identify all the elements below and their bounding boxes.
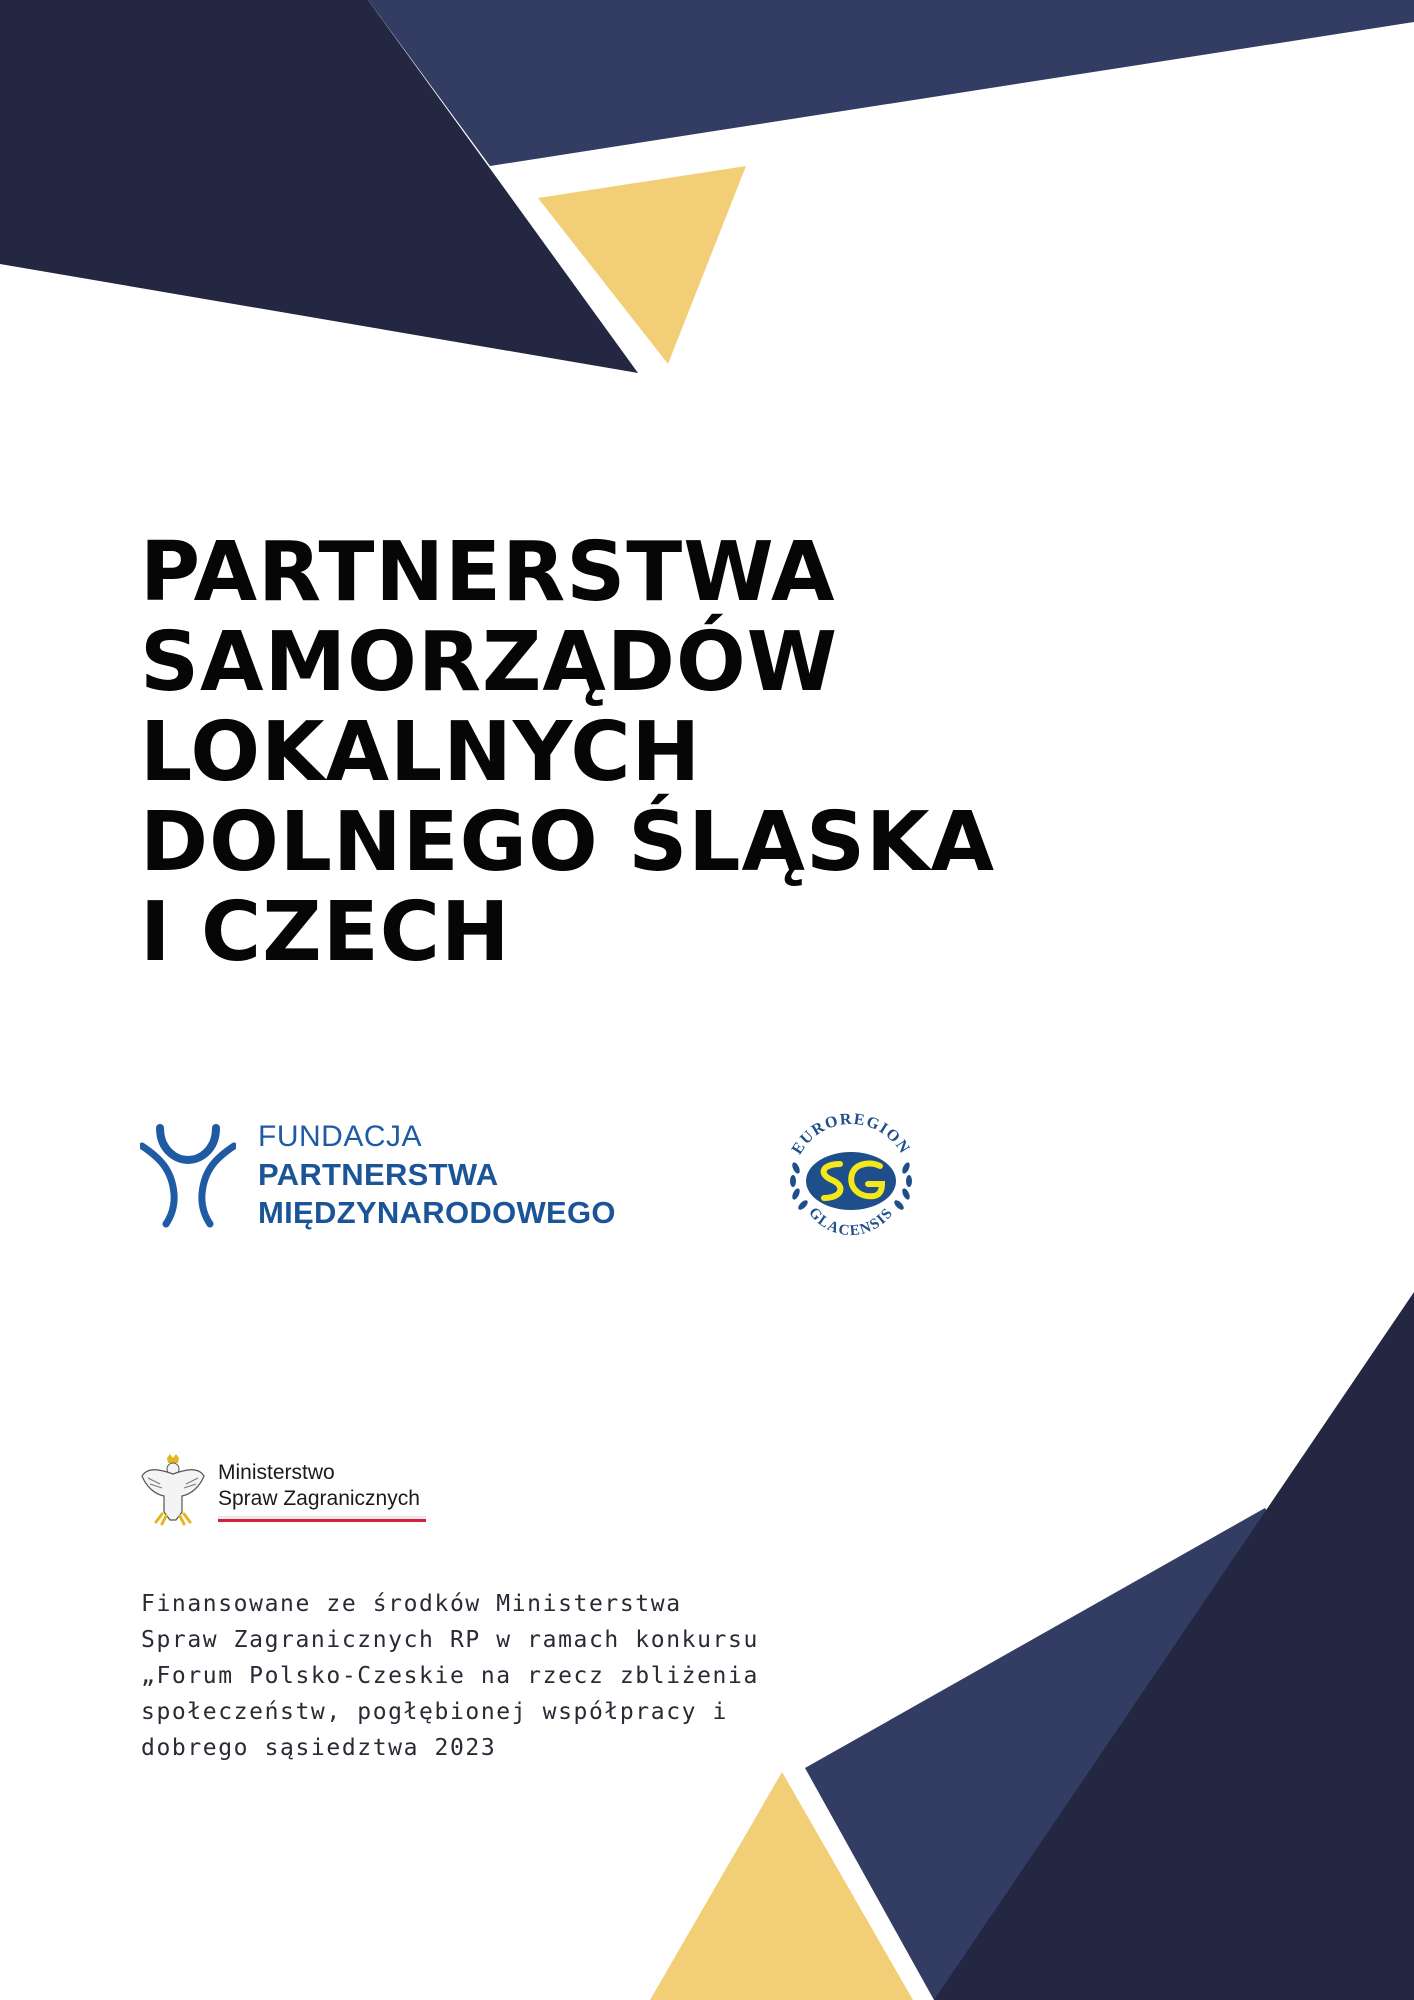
top-light-navy-triangle bbox=[368, 0, 1414, 166]
funding-note-line: Finansowane ze środków Ministerstwa bbox=[141, 1591, 682, 1617]
fundacja-logo bbox=[140, 1118, 660, 1238]
svg-text:EUROREGION bbox=[789, 1111, 913, 1158]
title-line: DOLNEGO ŚLĄSKA bbox=[140, 795, 996, 890]
fundacja-label: FUNDACJA bbox=[258, 1120, 423, 1153]
laurel-left-icon bbox=[790, 1161, 809, 1211]
spraw-zagranicznych-label: Spraw Zagranicznych bbox=[218, 1487, 420, 1510]
title-line: PARTNERSTWA bbox=[140, 525, 836, 620]
ministerstwo-label: Ministerstwo bbox=[218, 1461, 335, 1484]
page-title bbox=[140, 525, 996, 980]
ministry-logo bbox=[140, 1454, 440, 1534]
euroregion-glacensis-emblem bbox=[776, 1106, 926, 1256]
title-line: SAMORZĄDÓW bbox=[140, 615, 839, 710]
fpm-emblem-icon bbox=[140, 1124, 236, 1228]
funding-note-line: społeczeństw, pogłębionej współpracy i bbox=[141, 1699, 728, 1725]
title-line: LOKALNYCH bbox=[140, 705, 702, 800]
miedzynarodowego-label: MIĘDZYNARODOWEGO bbox=[258, 1195, 616, 1230]
funding-note-line: „Forum Polsko-Czeskie na rzecz zbliżenia bbox=[141, 1663, 759, 1689]
funding-note-line: Spraw Zagranicznych RP w ramach konkursu bbox=[141, 1627, 759, 1653]
polish-eagle-icon bbox=[140, 1454, 206, 1528]
euroregion-top-text: EUROREGION bbox=[788, 1110, 914, 1158]
title-line: I CZECH bbox=[140, 885, 511, 980]
euroregion-bottom-text: GLACENSIS bbox=[805, 1204, 897, 1240]
partnerstwa-label: PARTNERSTWA bbox=[258, 1157, 499, 1192]
polish-flag-stripe bbox=[218, 1516, 426, 1522]
funding-note-line: dobrego sąsiedztwa 2023 bbox=[141, 1735, 497, 1761]
bottom-dark-navy-triangle bbox=[934, 1292, 1414, 2000]
laurel-right-icon bbox=[893, 1161, 912, 1211]
funding-note bbox=[141, 1586, 759, 1766]
